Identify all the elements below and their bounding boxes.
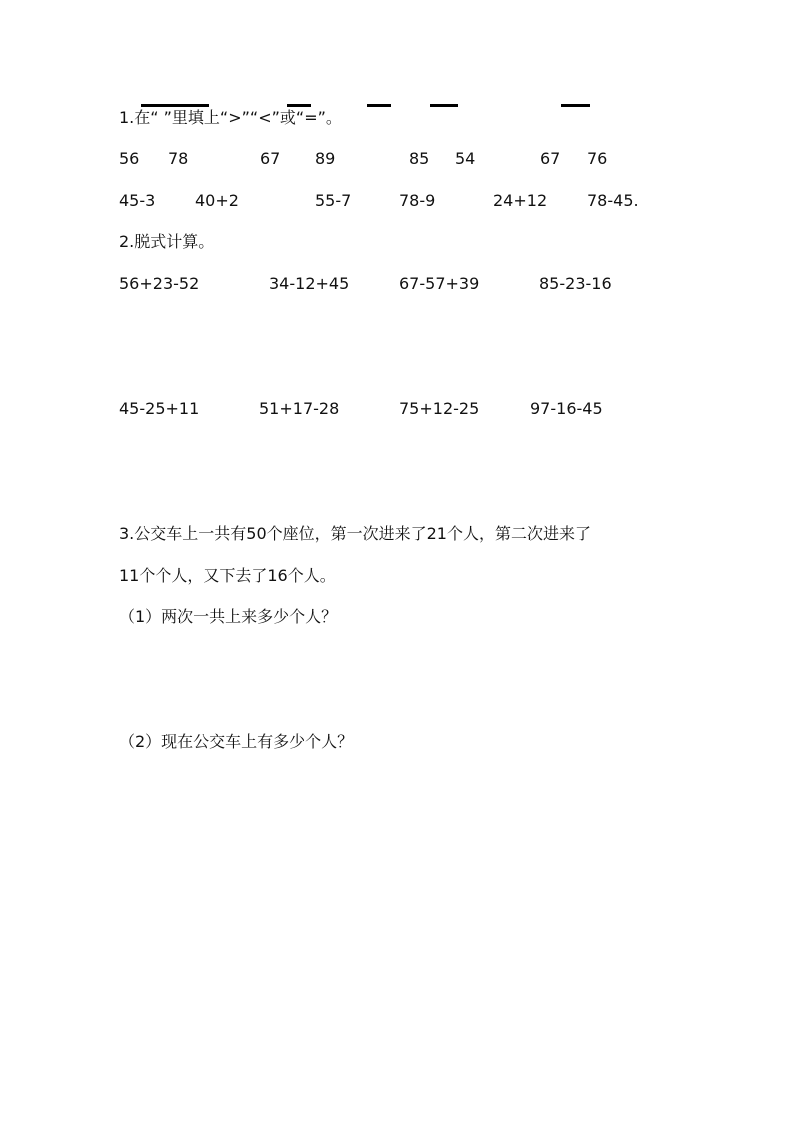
calc-expression: 85-23-16 bbox=[539, 274, 612, 293]
calc-expression: 34-12+45 bbox=[269, 274, 350, 293]
compare-expression: 78-45. bbox=[587, 191, 639, 210]
top-bar-5 bbox=[561, 104, 590, 107]
section1-title: 1.在“ ”里填上“>”“<”或“=”。 bbox=[119, 108, 342, 127]
section3-line2: 11个个人，又下去了16个人。 bbox=[119, 566, 336, 585]
compare-number: 54 bbox=[455, 149, 476, 168]
top-bar-1 bbox=[141, 104, 209, 107]
section3-question1: （1）两次一共上来多少个人？ bbox=[119, 607, 338, 626]
compare-expression: 40+2 bbox=[195, 191, 239, 210]
section3-line1: 3.公交车上一共有50个座位，第一次进来了21个人，第二次进来了 bbox=[119, 524, 591, 543]
calc-expression: 97-16-45 bbox=[530, 399, 603, 418]
top-bar-2 bbox=[287, 104, 311, 107]
calc-expression: 45-25+11 bbox=[119, 399, 200, 418]
compare-number: 67 bbox=[540, 149, 561, 168]
top-bar-4 bbox=[430, 104, 458, 107]
compare-number: 67 bbox=[260, 149, 281, 168]
compare-number: 89 bbox=[315, 149, 336, 168]
calc-expression: 56+23-52 bbox=[119, 274, 200, 293]
calc-expression: 67-57+39 bbox=[399, 274, 480, 293]
section3-question2: （2）现在公交车上有多少个人？ bbox=[119, 732, 354, 751]
compare-number: 78 bbox=[168, 149, 189, 168]
compare-expression: 45-3 bbox=[119, 191, 156, 210]
compare-number: 85 bbox=[409, 149, 430, 168]
section2-title: 2.脱式计算。 bbox=[119, 232, 215, 251]
calc-expression: 75+12-25 bbox=[399, 399, 480, 418]
calc-expression: 51+17-28 bbox=[259, 399, 340, 418]
compare-number: 76 bbox=[587, 149, 608, 168]
compare-expression: 24+12 bbox=[493, 191, 548, 210]
compare-number: 56 bbox=[119, 149, 140, 168]
compare-expression: 78-9 bbox=[399, 191, 436, 210]
compare-expression: 55-7 bbox=[315, 191, 352, 210]
top-bar-3 bbox=[367, 104, 391, 107]
